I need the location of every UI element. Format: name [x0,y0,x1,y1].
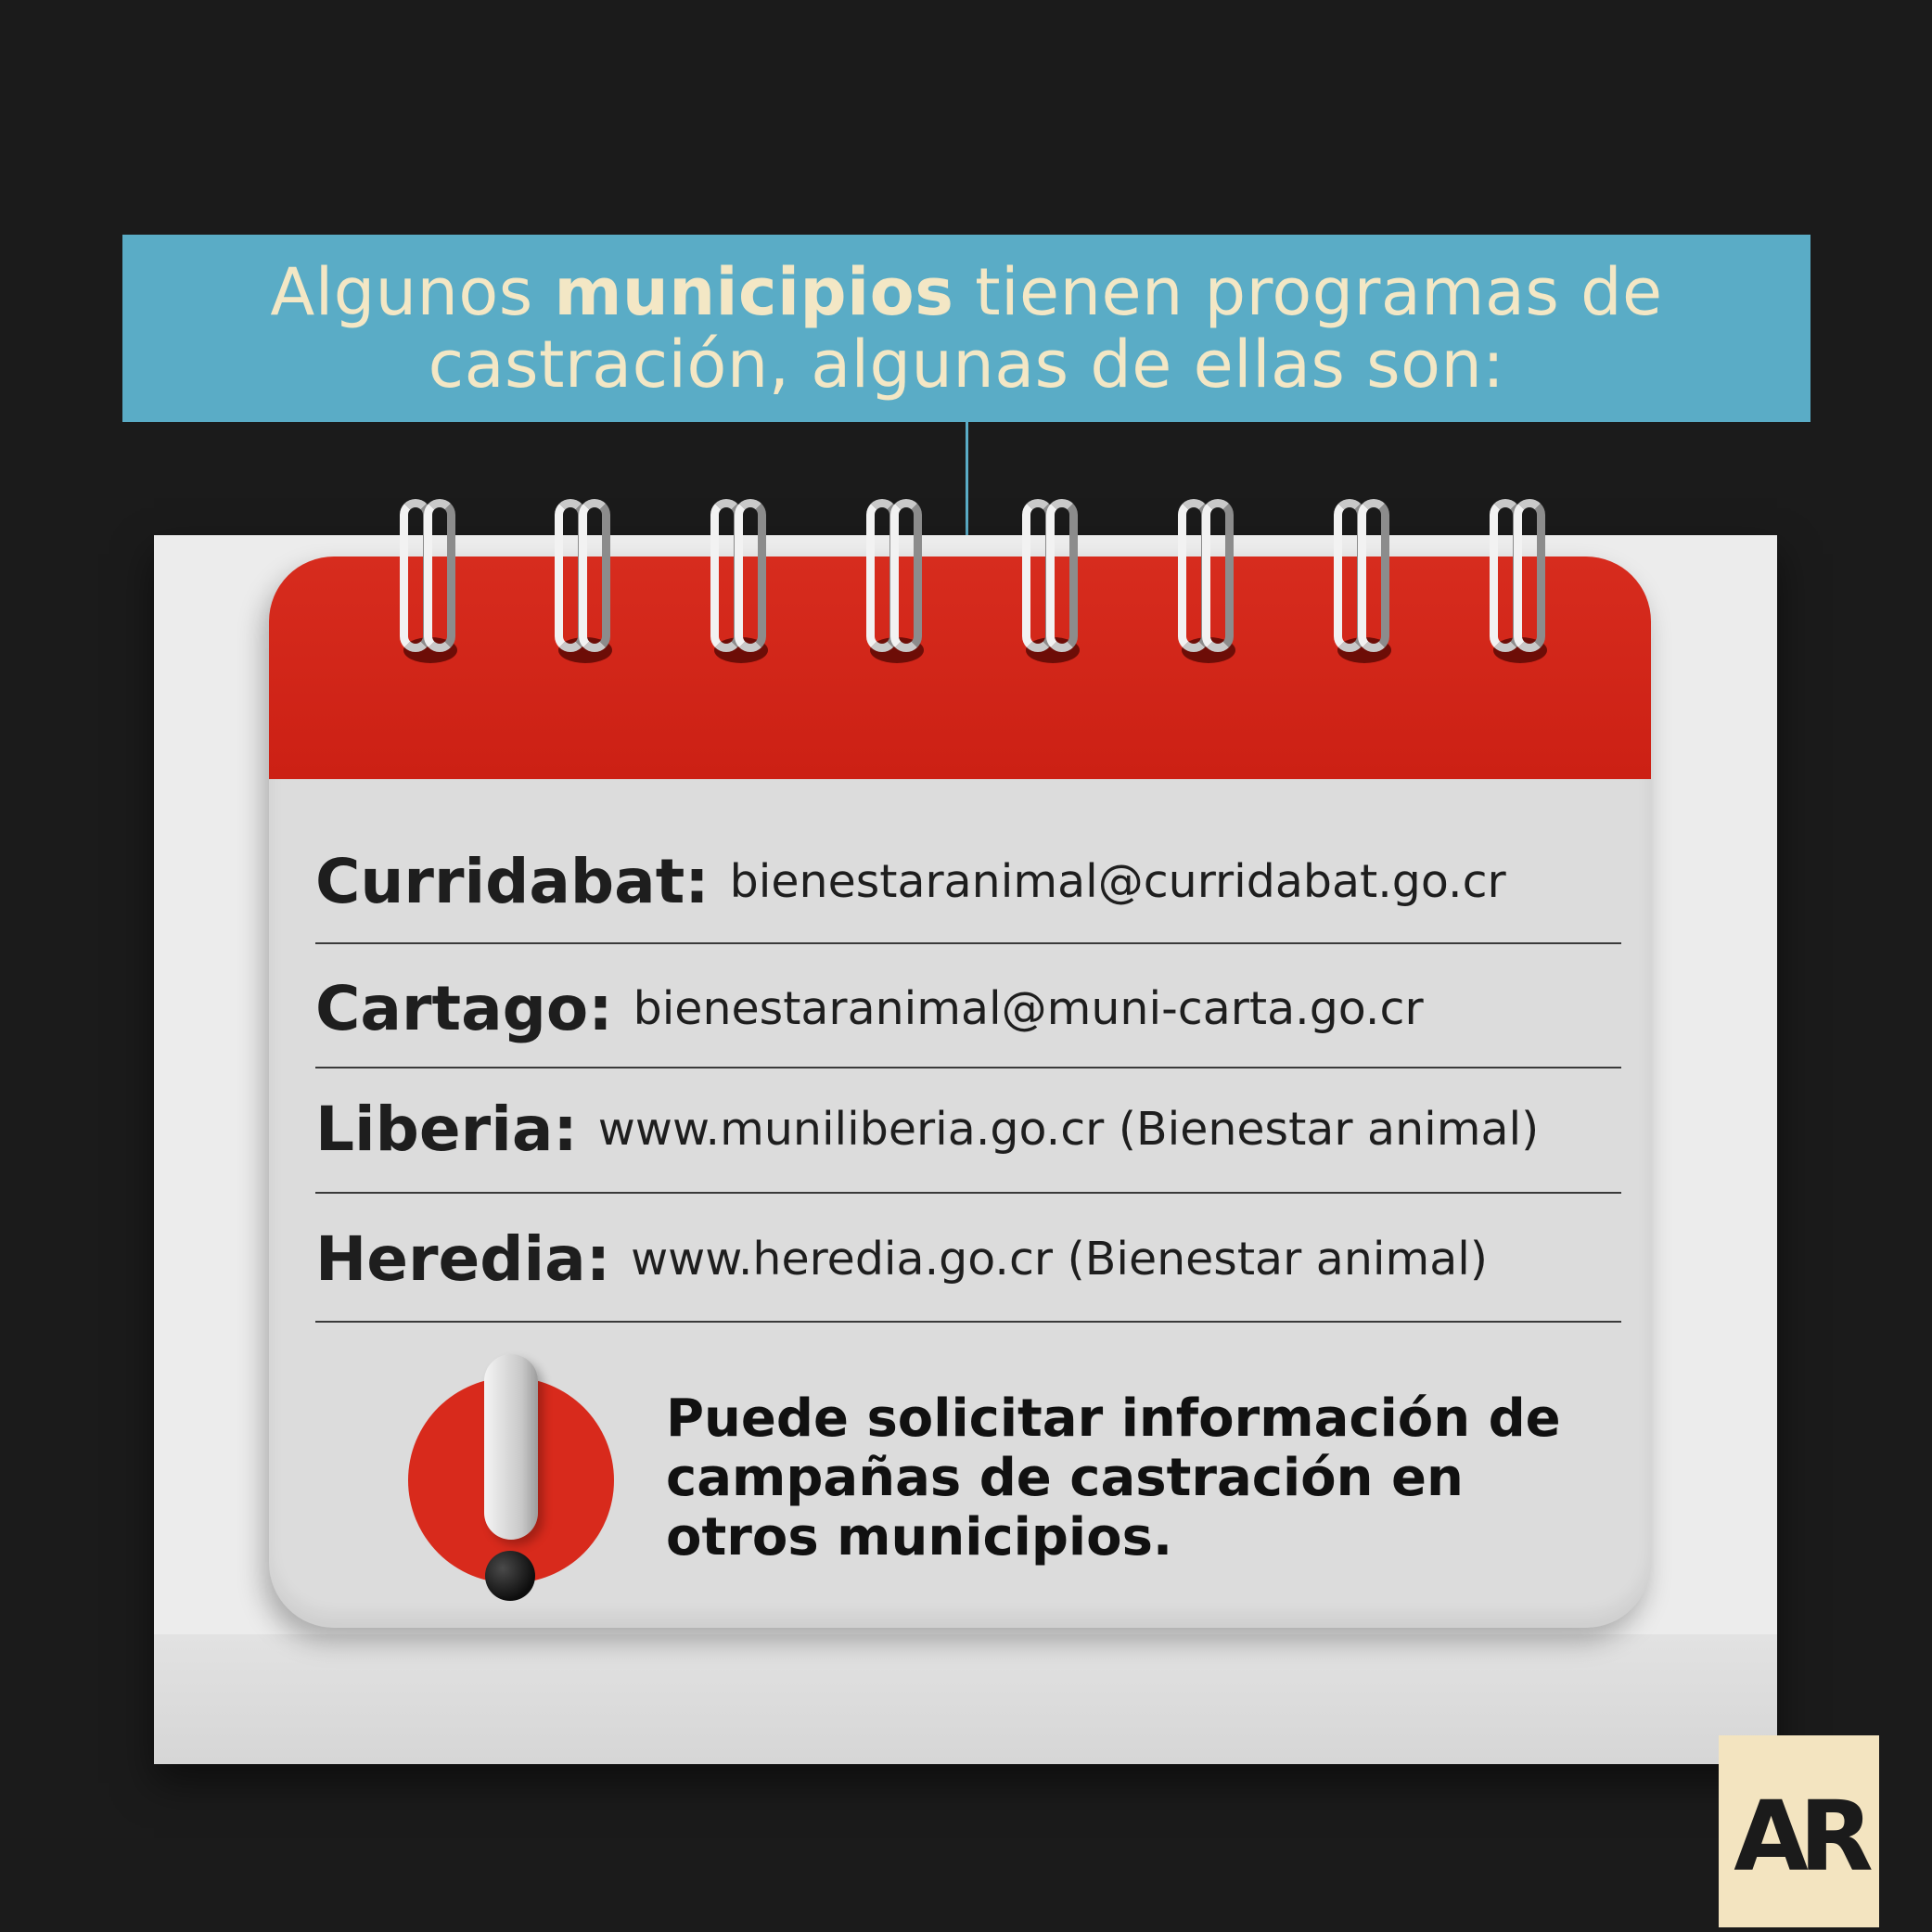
calendar-ring-icon [549,501,623,663]
municipality-name: Cartago: [315,972,613,1044]
title-text-bold: municipios [554,254,954,330]
municipality-name: Liberia: [315,1093,578,1165]
title-line-1 [270,256,1662,328]
calendar-ring-icon [1328,501,1402,663]
info-note-line: otros municipios. [666,1507,1173,1567]
municipality-entry [315,1073,1623,1184]
entry-divider [315,1067,1621,1068]
municipality-entry [315,825,1623,937]
brand-logo [1719,1735,1879,1927]
municipality-name: Heredia: [315,1222,611,1295]
calendar-ring-icon [705,501,779,663]
entry-divider [315,1192,1621,1194]
calendar-ring-icon [394,501,468,663]
info-note-line: Puede solicitar información de [666,1388,1561,1449]
municipality-name: Curridabat: [315,845,710,917]
municipality-entry [315,1203,1623,1314]
municipality-entry [315,953,1623,1064]
title-text-post: tienen programas de [953,254,1663,330]
municipality-contact: bienestaranimal@muni-carta.go.cr [633,981,1424,1035]
municipality-contact: bienestaranimal@curridabat.go.cr [729,854,1506,908]
title-text-pre: Algunos [270,254,555,330]
calendar-red-header [269,557,1651,779]
calendar-ring-icon [861,501,935,663]
banner-connector-line [966,422,968,535]
municipality-contact: www.heredia.go.cr (Bienestar animal) [631,1232,1488,1286]
info-note [666,1389,1593,1567]
calendar-ring-icon [1484,501,1558,663]
municipality-contact: www.muniliberia.go.cr (Bienestar animal) [597,1102,1540,1156]
calendar-ring-icon [1017,501,1091,663]
title-banner [122,235,1810,422]
exclamation-icon [408,1354,617,1614]
entry-divider [315,942,1621,944]
info-note-line: campañas de castración en [666,1448,1464,1508]
entry-divider [315,1321,1621,1323]
brand-logo-text: AR [1734,1779,1864,1893]
title-line-2: castración, algunas de ellas son: [428,326,1505,403]
calendar-ring-icon [1172,501,1247,663]
